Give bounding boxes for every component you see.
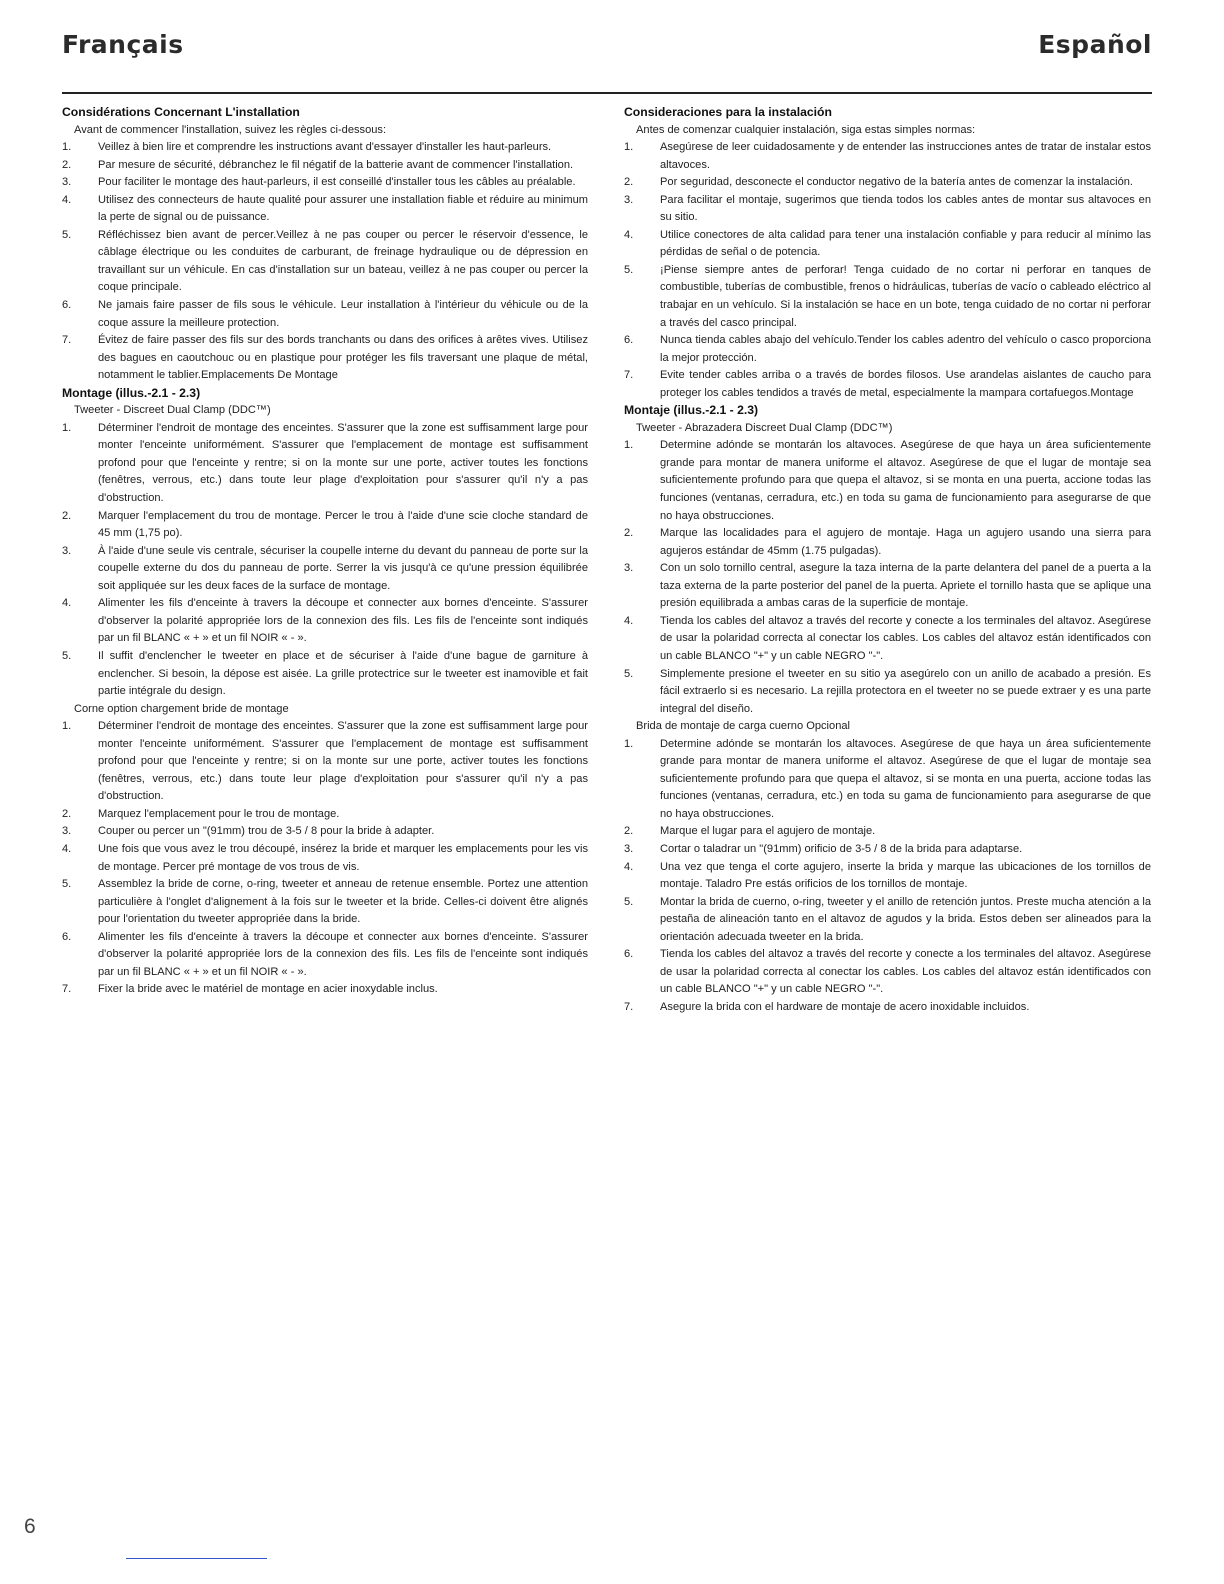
list-item: [62, 823, 588, 841]
list-item-text: Couper ou percer un "(91mm) trou de 3-5 / 8 pour la bride à adapter.: [98, 825, 435, 838]
list-item: [624, 332, 1151, 367]
list-item-text: Una vez que tenga el corte agujero, inserte la brida y marque las ubicaciones de los tornillos de montaje. Taladro Pre estás orificios de los tornillos de montaje.: [660, 860, 1151, 891]
list-item-text: Asegúrese de leer cuidadosamente y de entender las instrucciones antes de tratar de instalar estos altavoces.: [660, 141, 1151, 171]
list-item-number: 6.: [624, 334, 634, 347]
list-item-number: 2.: [624, 176, 634, 189]
es-montaje-list1: [624, 437, 1151, 718]
list-item-number: 5.: [624, 263, 634, 276]
fr-montage-sub2: Corne option chargement bride de montage: [74, 702, 289, 715]
list-item: [624, 666, 1151, 719]
fr-montage-list1: [62, 420, 588, 701]
list-item-number: 4.: [62, 193, 72, 206]
list-item-text: Assemblez la bride de corne, o-ring, tweeter et anneau de retenue ensemble. Portez une attention particulière à l'onglet d'alignement à la fois sur le tweeter et la bride. Celles-ci doivent être alignés pour l'orientation du tweeter appropriée dans la bride.: [98, 878, 588, 926]
list-item: [624, 174, 1151, 192]
list-item-number: 4.: [624, 860, 634, 873]
list-item-text: Déterminer l'endroit de montage des enceintes. S'assurer que la zone est suffisamment large pour monter l'enceinte uniformément. S'assurer que l'emplacement de montage est suffisamment profond pour que l'enceinte y rentre; si on la monte sur une porte, activer toutes les fonctions (fenêtres, verrous, etc.) dans toute leur plage d'exploitation pour s'assurer qu'il n'y a pas d'obstruction.: [98, 720, 588, 803]
list-item: [62, 595, 588, 648]
es-montaje-heading: Montaje (illus.-2.1 - 2.3): [624, 403, 759, 418]
list-item-text: Fixer la bride avec le matériel de montage en acier inoxydable inclus.: [98, 983, 438, 996]
list-item: [62, 876, 588, 929]
list-item-text: Marque el lugar para el agujero de montaje.: [660, 825, 876, 838]
list-item-number: 6.: [62, 299, 72, 312]
spanish-column: [624, 104, 1151, 1016]
list-item-number: 3.: [62, 544, 72, 557]
es-montaje-sub1: Tweeter - Abrazadera Discreet Dual Clamp (DDC™): [636, 421, 893, 434]
list-item-text: Montar la brida de cuerno, o-ring, tweeter y el anillo de retención juntos. Preste mucha atención a la pestaña de alineación tanto en el altavoz de agudos y la brida. Estos deben ser alineados para la orientación adecuada tweeter en la brida.: [660, 895, 1151, 943]
list-item-text: Une fois que vous avez le trou découpé, insérez la bride et marquer les emplacements pour les vis de montage. Percer pré montage de vos trous de vis.: [98, 842, 588, 873]
list-item: [62, 139, 588, 157]
list-item-number: 4.: [62, 597, 72, 610]
list-item-number: 5.: [624, 895, 634, 908]
list-item-number: 5.: [62, 228, 72, 241]
list-item: [624, 262, 1151, 332]
list-item-number: 3.: [624, 562, 634, 575]
list-item-number: 2.: [62, 509, 72, 522]
list-item: [62, 420, 588, 508]
spanish-title: Español: [1038, 30, 1152, 59]
list-item-number: 3.: [624, 193, 634, 206]
list-item: [62, 648, 588, 701]
french-title: Français: [62, 30, 184, 59]
header-divider: [62, 92, 1152, 94]
list-item: [62, 157, 588, 175]
list-item: [62, 841, 588, 876]
list-item: [624, 736, 1151, 824]
list-item: [624, 437, 1151, 525]
list-item-text: Marque las localidades para el agujero de montaje. Haga un agujero usando una sierra para agujeros estándar de 45mm (1.75 pulgadas).: [660, 527, 1151, 557]
french-column: [62, 104, 588, 999]
list-item-text: Cortar o taladrar un "(91mm) orificio de 3-5 / 8 de la brida para adaptarse.: [660, 842, 1023, 855]
list-item-text: Réfléchissez bien avant de percer.Veillez à ne pas couper ou percer le réservoir d'essence, le câblage électrique ou les conduites de carburant, de freinage hydraulique ou de dépression en travaillant sur un véhicule. En cas d'installation sur un bateau, veillez à ne pas couper ou percer la coque principale.: [98, 228, 588, 294]
list-item-number: 2.: [62, 807, 72, 820]
list-item-number: 6.: [62, 930, 72, 943]
list-item-text: Determine adónde se montarán los altavoces. Asegúrese de que haya un área suficientemente grande para montar de manera uniforme el altavoz. Asegúrese de que el lugar de montaje sea suficientemente profundo para que quepa el altavoz, si se monta en una puerta, accione todas las funciones (ventanas, cerradura, etc.) en toda su gama de funcionamiento para asegurarse de que no haya obstrucciones.: [660, 439, 1151, 522]
list-item-text: Tienda los cables del altavoz a través del recorte y conecte a los terminales del altavoz. Asegúrese de usar la polaridad correcta al conectar los cables. Los cables del altavoz están identificados con un cable BLANCO "+" y un cable NEGRO "-".: [660, 948, 1151, 996]
es-montaje-sub2: Brida de montaje de carga cuerno Opcional: [636, 720, 850, 733]
list-item-text: Para facilitar el montaje, sugerimos que tienda todos los cables antes de montar sus altavoces en su sitio.: [660, 193, 1151, 224]
list-item: [624, 227, 1151, 262]
list-item: [624, 525, 1151, 560]
list-item-number: 2.: [624, 527, 634, 540]
list-item-text: Évitez de faire passer des fils sur des bords tranchants ou dans des orifices à arêtes vives. Utilisez des bagues en caoutchouc ou en plastique pour protéger les fils traversant une plaque de métal, notamment le tablier.Emplacements De Montage: [98, 334, 588, 382]
list-item-text: Ne jamais faire passer de fils sous le véhicule. Leur installation à l'intérieur du véhicule ou de la coque assure la meilleure protection.: [98, 299, 588, 329]
page-number: 6: [24, 1515, 36, 1538]
list-item-number: 2.: [624, 825, 634, 838]
list-item-text: Marquez l'emplacement pour le trou de montage.: [98, 807, 340, 820]
list-item-number: 5.: [62, 649, 72, 662]
list-item-number: 7.: [624, 369, 634, 382]
list-item-text: Par mesure de sécurité, débranchez le fil négatif de la batterie avant de commencer l'installation.: [98, 158, 574, 171]
list-item: [624, 560, 1151, 613]
list-item-number: 1.: [624, 141, 634, 154]
list-item: [624, 613, 1151, 666]
list-item-number: 1.: [62, 421, 72, 434]
list-item-number: 3.: [624, 842, 634, 855]
list-item: [62, 508, 588, 543]
list-item-number: 1.: [62, 141, 72, 154]
list-item: [624, 859, 1151, 894]
list-item: [624, 192, 1151, 227]
list-item-text: Determine adónde se montarán los altavoces. Asegúrese de que haya un área suficientemente grande para montar de manera uniforme el altavoz. Asegúrese de que el lugar de montaje sea suficientemente profundo para que quepa el altavoz, si se monta en una puerta, accione todas las funciones (ventanas, cerradura, etc.) en toda su gama de funcionamiento para asegurarse de que no haya obstrucciones.: [660, 737, 1151, 820]
footer-link-line: [126, 1558, 267, 1559]
list-item: [624, 999, 1151, 1017]
list-item-text: Utilice conectores de alta calidad para tener una instalación confiable y para reducir al mínimo las pérdidas de señal o de potencia.: [660, 228, 1151, 259]
list-item-number: 4.: [624, 614, 634, 627]
list-item: [624, 823, 1151, 841]
fr-considerations-list: [62, 139, 588, 385]
list-item-number: 5.: [62, 878, 72, 891]
list-item: [62, 543, 588, 596]
list-item-text: Alimenter les fils d'enceinte à travers la découpe et connecter aux bornes d'enceinte. S'assurer d'observer la polarité appropriée lors de la connexion des fils. Les fils de l'enceinte sont indiqués par un fil BLANC « + » et un fil NOIR « - ».: [98, 597, 588, 645]
es-considerations-list: [624, 139, 1151, 402]
list-item-text: Asegure la brida con el hardware de montaje de acero inoxidable incluidos.: [660, 1000, 1030, 1013]
list-item-text: Nunca tienda cables abajo del vehículo.Tender los cables adentro del vehículo o casco proporciona la mejor protección.: [660, 334, 1151, 364]
list-item-number: 1.: [624, 439, 634, 452]
list-item: [62, 174, 588, 192]
list-item-number: 5.: [624, 667, 634, 680]
list-item-number: 7.: [62, 334, 72, 347]
fr-montage-heading: Montage (illus.-2.1 - 2.3): [62, 385, 201, 400]
fr-montage-sub1: Tweeter - Discreet Dual Clamp (DDC™): [74, 404, 271, 417]
list-item-text: Evite tender cables arriba o a través de bordes filosos. Use arandelas aislantes de caucho para proteger los cables tendidos a través de metal, especialmente la mampara cortafuegos.Montage: [660, 369, 1151, 399]
list-item-text: Utilisez des connecteurs de haute qualité pour assurer une installation fiable et réduire au minimum la perte de signal ou de puissance.: [98, 193, 588, 224]
list-item-text: Déterminer l'endroit de montage des enceintes. S'assurer que la zone est suffisamment large pour monter l'enceinte uniformément. S'assurer que l'emplacement de montage est suffisamment profond pour que l'enceinte y rentre; si on la monte sur une porte, activer toutes les fonctions (fenêtres, verrous, etc.) dans toute leur plage d'exploitation pour s'assurer qu'il n'y a pas d'obstruction.: [98, 421, 588, 505]
es-considerations-heading: Consideraciones para la instalación: [624, 105, 832, 119]
list-item-number: 1.: [624, 737, 634, 750]
list-item: [62, 332, 588, 385]
list-item-number: 6.: [624, 948, 634, 961]
list-item-number: 1.: [62, 720, 72, 733]
list-item-number: 7.: [624, 1000, 634, 1013]
list-item-number: 3.: [62, 825, 72, 838]
list-item-text: Pour faciliter le montage des haut-parleurs, il est conseillé d'installer tous les câbles au préalable.: [98, 176, 576, 189]
fr-considerations-intro: Avant de commencer l'installation, suivez les règles ci-dessous:: [74, 123, 387, 136]
list-item-text: Por seguridad, desconecte el conductor negativo de la batería antes de comenzar la instalación.: [660, 176, 1134, 189]
list-item: [624, 841, 1151, 859]
list-item: [624, 946, 1151, 999]
list-item-text: Simplemente presione el tweeter en su sitio ya asegúrelo con un anillo de acabado a presión. Es fácil extraerlo si es necesario. La rejilla protectora en el tweeter no se puede extraer y es una parte integral del diseño.: [660, 667, 1151, 715]
list-item: [624, 894, 1151, 947]
list-item-text: Veillez à bien lire et comprendre les instructions avant d'essayer d'installer les haut-parleurs.: [98, 141, 552, 154]
list-item-number: 4.: [624, 228, 634, 241]
list-item-text: Con un solo tornillo central, asegure la taza interna de la parte delantera del panel de a puerta a la taza externa de la parte posterior del panel de la puerta. Apriete el tornillo hasta que se aplique una presión equilibrada a ambas caras de la superficie de montaje.: [660, 562, 1151, 610]
list-item: [62, 718, 588, 806]
fr-montage-list2: [62, 718, 588, 999]
list-item-number: 4.: [62, 842, 72, 855]
list-item-number: 2.: [62, 158, 72, 171]
list-item-text: Il suffit d'enclencher le tweeter en place et de sécuriser à l'aide d'une bague de garniture à enclencher. Si besoin, la dépose est aisée. La grille protectrice sur le tweeter est inamovible et fait partie intégrale du design.: [98, 649, 588, 698]
list-item: [624, 367, 1151, 402]
list-item: [62, 806, 588, 824]
list-item-text: Alimenter les fils d'enceinte à travers la découpe et connecter aux bornes d'enceinte. S'assurer d'observer la polarité appropriée lors de la connexion des fils. Les fils de l'enceinte sont indiqués par un fil BLANC « + » et un fil NOIR « - ».: [98, 930, 588, 978]
fr-considerations-heading: Considérations Concernant L'installation: [62, 105, 300, 119]
es-considerations-intro: Antes de comenzar cualquier instalación, siga estas simples normas:: [636, 123, 976, 136]
list-item: [62, 192, 588, 227]
list-item-text: ¡Piense siempre antes de perforar! Tenga cuidado de no cortar ni perforar en tanques de combustible, tuberías de combustible, frenos o hidráulicas, tuberías de vacío o cableado eléctrico al trabajar en un vehículo. Si la instalación se hace en un bote, tenga cuidado de no cortar ni perforar a través del casco principal.: [660, 263, 1151, 329]
list-item-text: Tienda los cables del altavoz a través del recorte y conecte a los terminales del altavoz. Asegúrese de usar la polaridad correcta al conectar los cables. Los cables del altavoz están identificados con un cable BLANCO "+" y un cable NEGRO "-".: [660, 614, 1151, 662]
list-item-number: 3.: [62, 176, 72, 189]
list-item: [624, 139, 1151, 174]
list-item-text: À l'aide d'une seule vis centrale, sécuriser la coupelle interne du devant du panneau de porte sur la coupelle externe du dos du panneau de porte. Serrer la vis jusqu'à ce qu'une pression équilibrée soit appliquée sur les deux faces de la surface de montage.: [98, 544, 588, 592]
list-item-number: 7.: [62, 983, 72, 996]
list-item: [62, 981, 588, 999]
list-item-text: Marquer l'emplacement du trou de montage. Percer le trou à l'aide d'une scie cloche standard de 45 mm (1,75 po).: [98, 509, 588, 540]
list-item: [62, 227, 588, 297]
es-montaje-list2: [624, 736, 1151, 1017]
list-item: [62, 297, 588, 332]
list-item: [62, 929, 588, 982]
